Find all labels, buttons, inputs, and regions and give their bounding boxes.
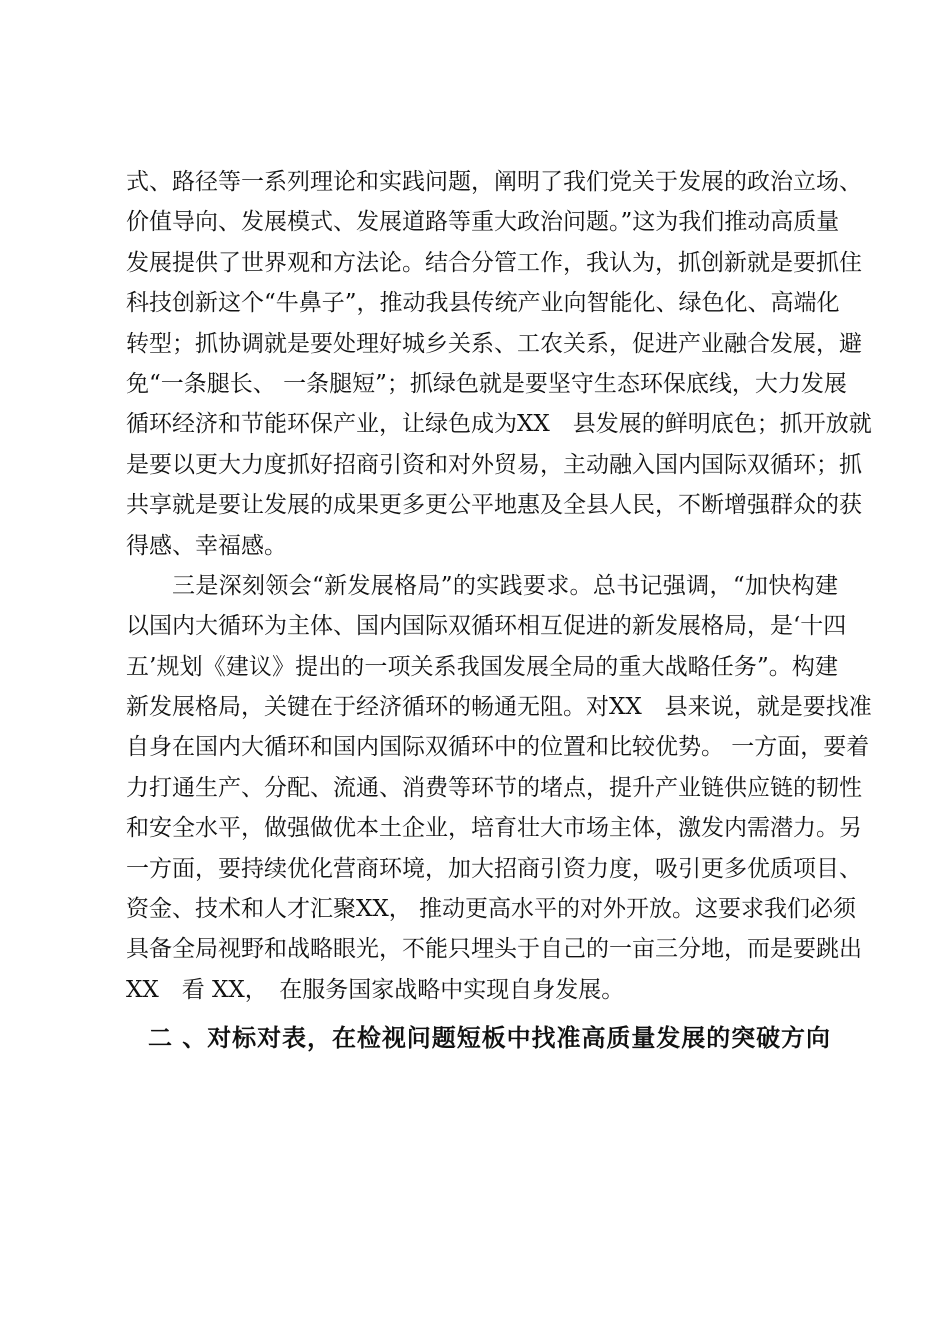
text-line: 发展提供了世界观和方法论。结合分管工作，我认为，抓创新就是要抓住 [126,249,862,276]
text-line: 得感、幸福感。 [126,532,287,559]
text-line: 新发展格局，关键在于经济循环的畅通无阻。对XX 县来说，就是要找准 [126,694,872,721]
text-line: 是要以更大力度抓好招商引资和对外贸易，主动融入国内国际双循环；抓 [126,451,862,478]
text-line: 共享就是要让发展的成果更多更公平地惠及全县人民，不断增强群众的获 [126,492,862,519]
text-line: 和安全水平，做强做优本土企业，培育壮大市场主体，激发内需潜力。另 [126,815,862,842]
text-line: 式、路径等一系列理论和实践问题，阐明了我们党关于发展的政治立场、 [126,169,862,195]
document-body [126,162,872,1010]
text-line: 价值导向、发展模式、发展道路等重大政治问题。”这为我们推动高质量 [126,209,840,236]
paragraph [126,566,872,1010]
text-line: 转型；抓协调就是要处理好城乡关系、工农关系，促进产业融合发展，避 [126,330,862,357]
text-line: 资金、技术和人才汇聚XX， 推动更高水平的对外开放。这要求我们必须 [126,896,857,923]
text-line: 五’规划《建议》提出的一项关系我国发展全局的重大战略任务”。构建 [126,653,838,680]
text-line: XX 看 XX， 在服务国家战略中实现自身发展。 [126,976,625,1003]
text-line: 循环经济和节能环保产业，让绿色成为XX 县发展的鲜明底色；抓开放就 [126,411,872,438]
text-line: 具备全局视野和战略眼光，不能只埋头于自己的一亩三分地，而是要跳出 [126,936,862,963]
text-line: 一方面，要持续优化营商环境，加大招商引资力度，吸引更多优质项目、 [126,855,862,882]
text-line: 自身在国内大循环和国内国际双循环中的位置和比较优势。 一方面，要着 [126,734,870,761]
text-line: 免“一条腿长、 一条腿短”；抓绿色就是要坚守生态环保底线，大力发展 [126,370,847,397]
paragraph [126,162,872,566]
text-line: 三是深刻领会“新发展格局”的实践要求。总书记强调，“加快构建 [172,572,838,599]
text-line: 科技创新这个“牛鼻子”，推动我县传统产业向智能化、绿色化、高端化 [126,290,840,317]
text-line: 以国内大循环为主体、国内国际双循环相互促进的新发展格局，是‘十四 [126,613,847,640]
text-line: 力打通生产、分配、流通、消费等环节的堵点，提升产业链供应链的韧性 [126,774,862,801]
section-heading: 二 、对标对表，在检视问题短板中找准高质量发展的突破方向 [148,1024,830,1052]
